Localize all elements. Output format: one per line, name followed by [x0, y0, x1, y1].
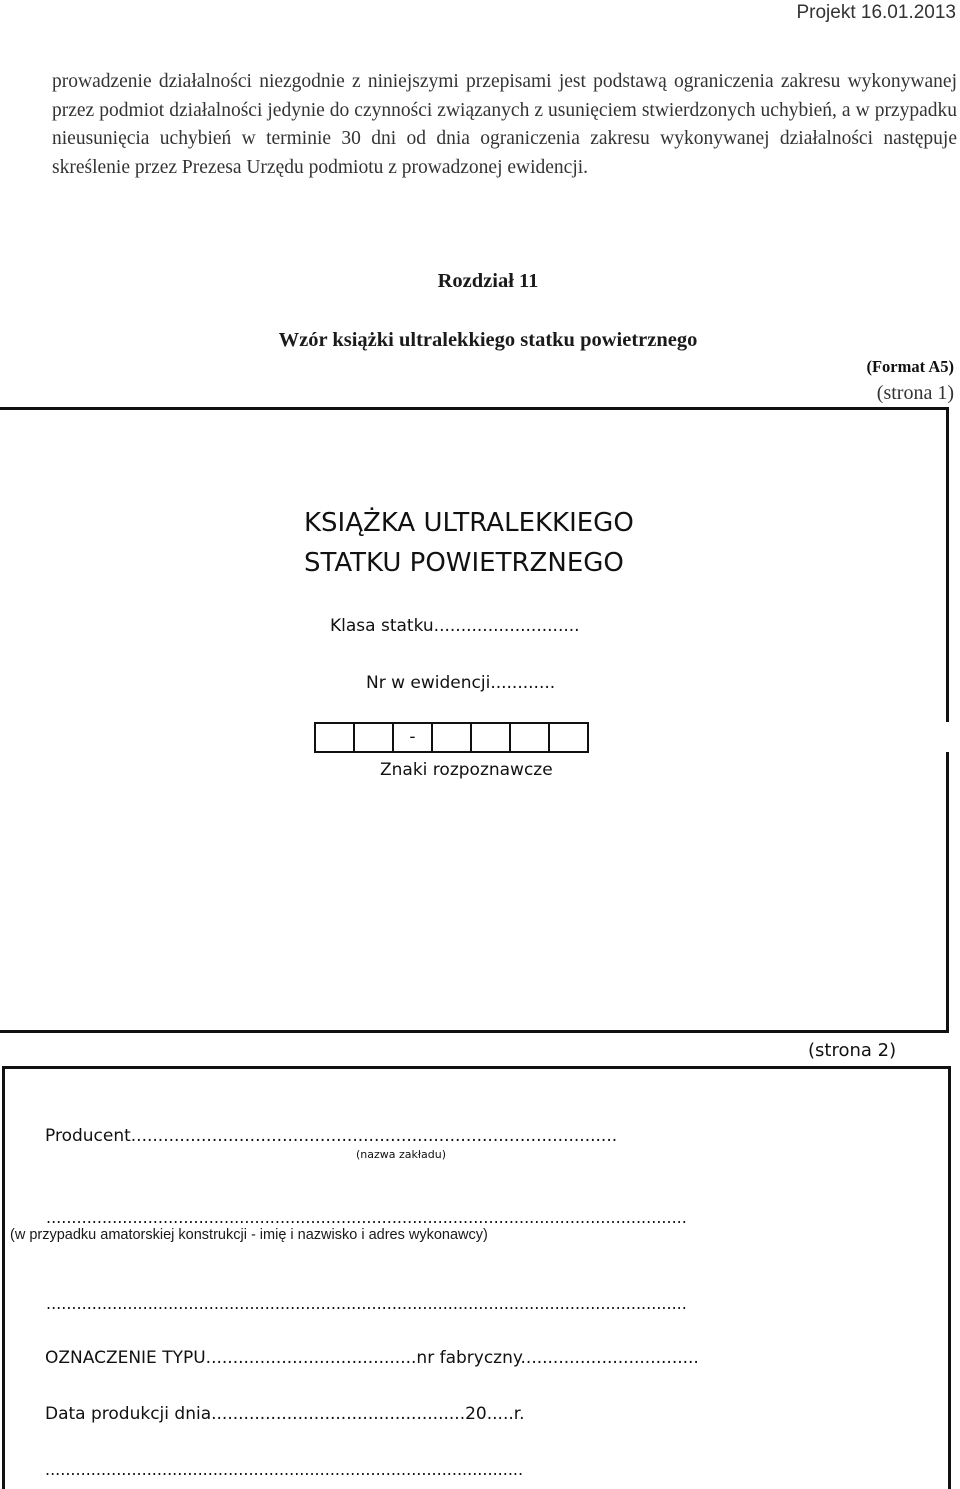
registration-caption: Znaki rozpoznawcze	[380, 760, 553, 780]
registration-cell	[314, 722, 355, 753]
registration-cell: -	[392, 722, 433, 753]
frame-gap	[946, 722, 954, 752]
producer-field: Producent..........................................................................................	[45, 1126, 618, 1146]
frame-edge	[946, 752, 949, 1033]
page1-frame	[0, 407, 949, 1033]
page1-label: (strona 1)	[876, 382, 954, 404]
dotted-line: ..............................................................................................................................	[46, 1208, 687, 1227]
class-field: Klasa statku...........................	[330, 616, 580, 636]
book-title-line1: KSIĄŻKA ULTRALEKKIEGO	[304, 508, 634, 538]
production-date-field: Data produkcji dnia...............................................20.....r.	[45, 1404, 525, 1424]
project-date: Projekt 16.01.2013	[796, 2, 956, 23]
book-title-line2: STATKU POWIETRZNEGO	[304, 548, 624, 578]
dotted-line: ..............................................................................................	[45, 1460, 524, 1479]
producer-hint: (nazwa zakładu)	[356, 1148, 447, 1161]
type-field: OZNACZENIE TYPU.......................................nr fabryczny.................................	[45, 1348, 699, 1368]
registration-cells	[316, 722, 589, 753]
chapter-number: Rozdział 11	[437, 270, 539, 292]
body-paragraph: prowadzenie działalności niezgodnie z niniejszymi przepisami jest podstawą ograniczenia zakresu wykonywanej przez podmiot działalności jedynie do czynności związanych z usunięciem stwierdzonych uchybień, a w przypadku nieusunięcia uchybień w terminie 30 dni od dnia ograniczenia zakresu wykonywanej działalności następuje skreślenie przez Prezesa Urzędu podmiotu z prowadzonej ewidencji.	[52, 71, 957, 178]
registration-cell	[470, 722, 511, 753]
registration-cell	[548, 722, 589, 753]
chapter-title: Wzór książki ultralekkiego statku powietrznego	[278, 329, 698, 351]
registration-cell	[509, 722, 550, 753]
dotted-line: ..............................................................................................................................	[46, 1294, 687, 1313]
registration-cell	[431, 722, 472, 753]
amateur-hint: (w przypadku amatorskiej konstrukcji - imię i nazwisko i adres wykonawcy)	[10, 1227, 488, 1243]
page2-label: (strona 2)	[808, 1040, 897, 1061]
registration-cell	[353, 722, 394, 753]
registry-field: Nr w ewidencji............	[366, 673, 556, 693]
format-label: (Format A5)	[866, 357, 954, 376]
